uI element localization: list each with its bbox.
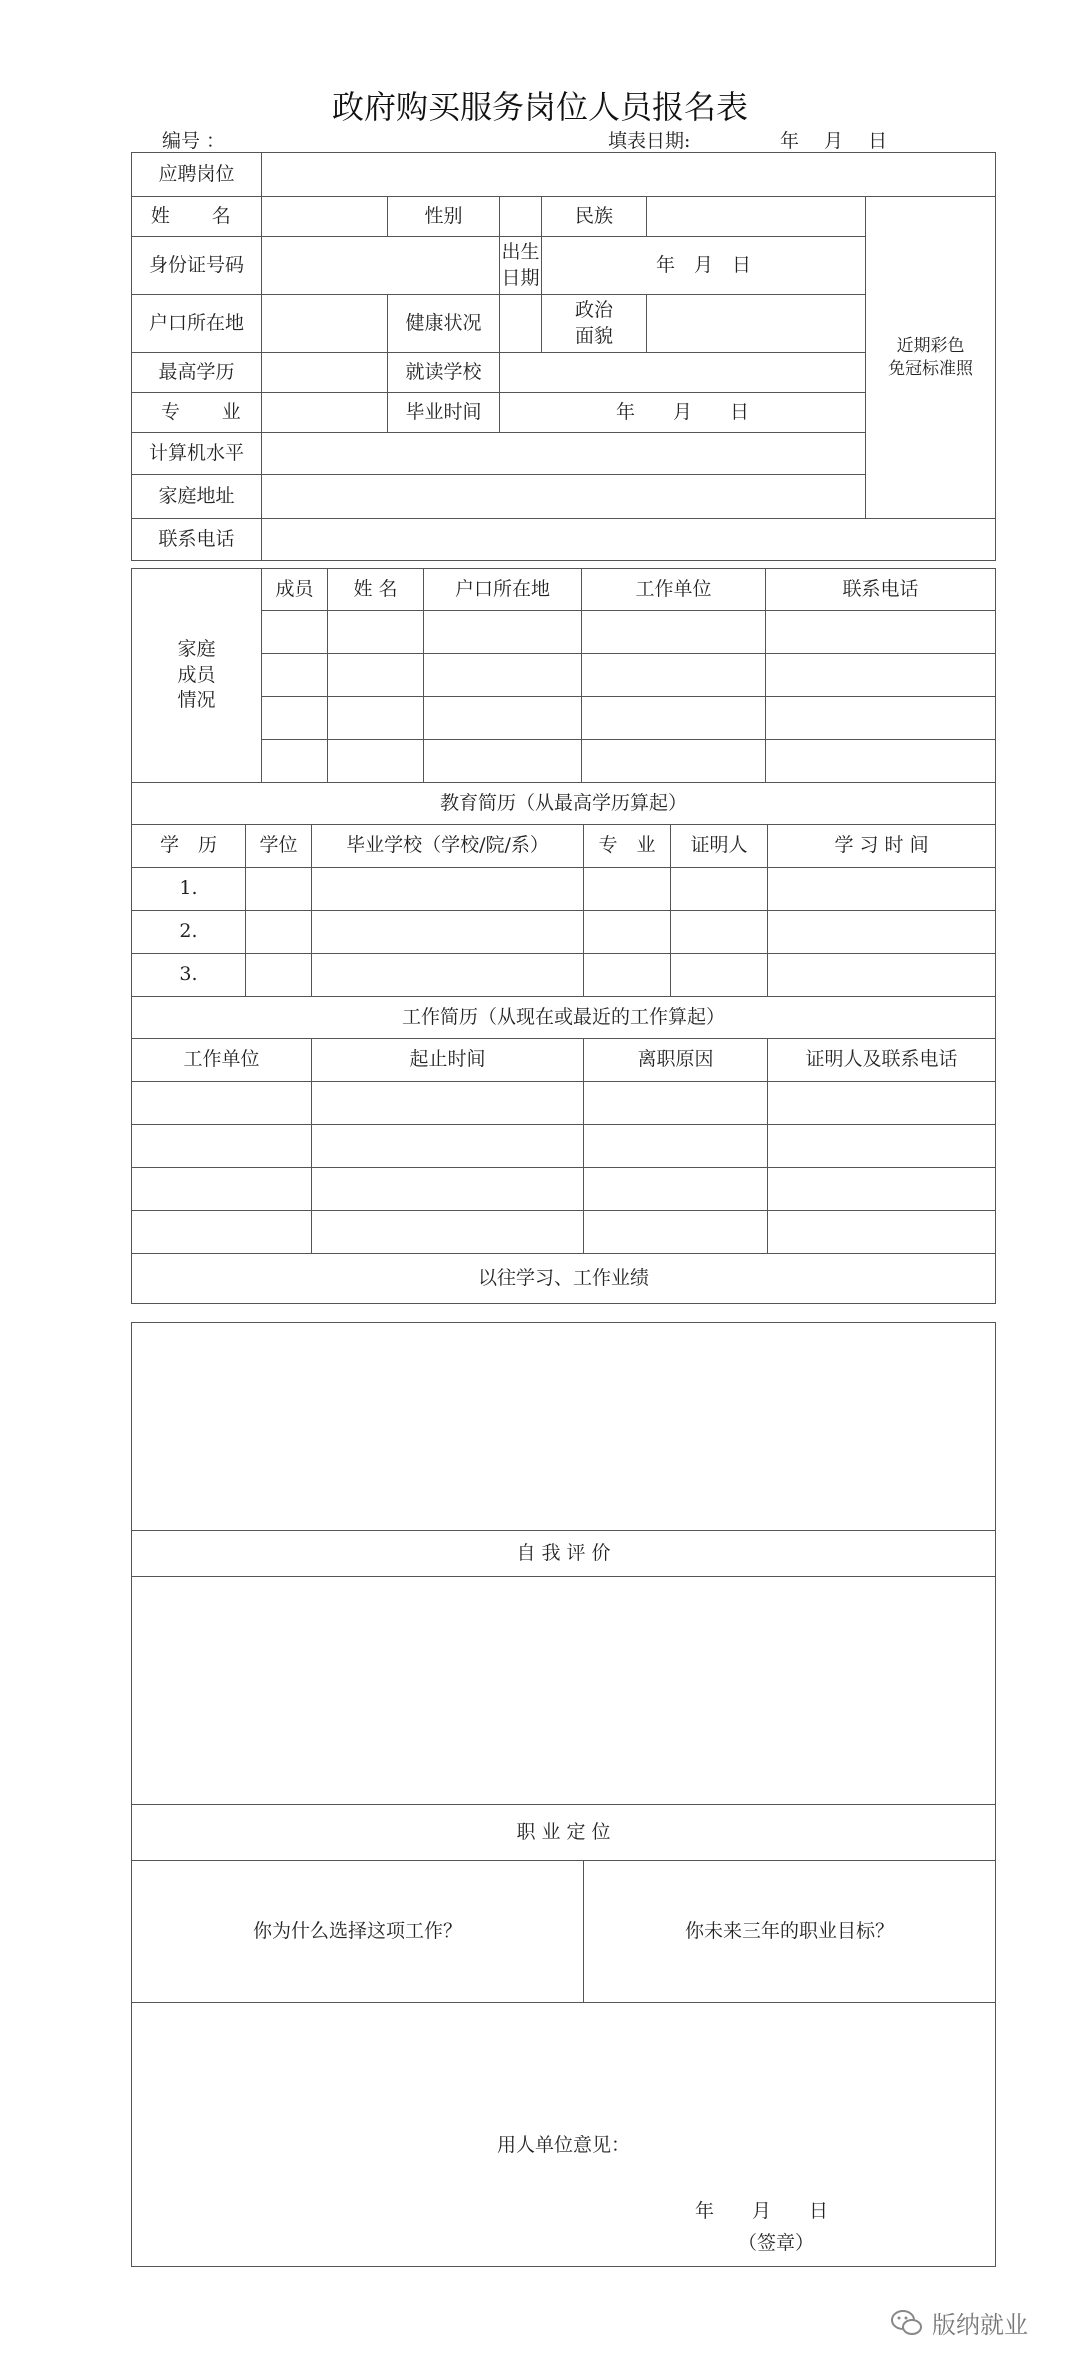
computer-label: 计算机水平: [132, 433, 262, 475]
birth-label: 出生 日期: [500, 237, 542, 295]
family-row: [132, 611, 996, 654]
edu-col-period: 学 习 时 间: [768, 825, 996, 868]
edu-row: 2.: [132, 911, 996, 954]
family-col-phone: 联系电话: [766, 569, 996, 611]
edu-row: 1.: [132, 868, 996, 911]
ethnicity-label: 民族: [542, 197, 647, 237]
photo-box[interactable]: 近期彩色 免冠标准照: [866, 197, 996, 519]
grad-time-label: 毕业时间: [388, 393, 500, 433]
work-row: [132, 1082, 996, 1125]
achievements-heading: 以往学习、工作业绩: [132, 1254, 996, 1304]
id-number-field[interactable]: [262, 237, 500, 295]
family-table: [131, 568, 996, 783]
hukou-field[interactable]: [262, 295, 388, 353]
position-label: 应聘岗位: [132, 153, 262, 197]
phone-field[interactable]: [262, 519, 996, 561]
school-field[interactable]: [500, 353, 866, 393]
family-col-employer: 工作单位: [582, 569, 766, 611]
career-q2-field[interactable]: 你未来三年的职业目标？: [584, 1861, 996, 2003]
school-label: 就读学校: [388, 353, 500, 393]
family-col-name: 姓 名: [328, 569, 424, 611]
form-title: 政府购买服务岗位人员报名表: [331, 88, 748, 126]
address-field[interactable]: [262, 475, 996, 519]
work-col-employer: 工作单位: [132, 1039, 312, 1082]
gender-label: 性别: [388, 197, 500, 237]
health-label: 健康状况: [388, 295, 500, 353]
fill-date-value: 年 月 日: [780, 130, 888, 152]
career-q1-field[interactable]: 你为什么选择这项工作？: [132, 1861, 584, 2003]
education-history-table: [131, 782, 996, 997]
edu-col-major: 专 业: [584, 825, 671, 868]
work-history-table: [131, 996, 996, 1304]
family-col-member: 成员: [262, 569, 328, 611]
page-two-table: [131, 1322, 996, 2267]
politics-label: 政治 面貌: [542, 295, 647, 353]
edu-col-school: 毕业学校（学校/院/系）: [312, 825, 584, 868]
name-field[interactable]: [262, 197, 388, 237]
hukou-label: 户口所在地: [132, 295, 262, 353]
watermark: [890, 2305, 1028, 2340]
edu-col-degree-level: 学 历: [132, 825, 246, 868]
family-row: [132, 740, 996, 783]
fill-date-label: 填表日期:: [608, 130, 691, 152]
birth-date-field[interactable]: 年 月 日: [542, 237, 866, 295]
health-field[interactable]: [500, 295, 542, 353]
self-eval-heading: 自 我 评 价: [132, 1531, 996, 1577]
employer-seal: （签章）: [738, 2232, 815, 2254]
watermark-text: 版纳就业: [932, 2311, 1028, 2339]
computer-field[interactable]: [262, 433, 866, 475]
career-heading: 职 业 定 位: [132, 1805, 996, 1861]
address-label: 家庭地址: [132, 475, 262, 519]
work-col-reason: 离职原因: [584, 1039, 768, 1082]
work-col-period: 起止时间: [312, 1039, 584, 1082]
politics-field[interactable]: [647, 295, 866, 353]
name-label: 姓 名: [132, 197, 262, 237]
registration-table: [131, 152, 996, 561]
edu-col-reference: 证明人: [671, 825, 768, 868]
family-row: [132, 654, 996, 697]
work-row: [132, 1125, 996, 1168]
achievements-field[interactable]: [132, 1323, 996, 1531]
work-row: [132, 1211, 996, 1254]
serial-label: 编号 ：: [162, 130, 226, 152]
education-field[interactable]: [262, 353, 388, 393]
id-number-label: 身份证号码: [132, 237, 262, 295]
wechat-icon: [890, 2308, 924, 2338]
work-history-title: 工作简历（从现在或最近的工作算起）: [132, 997, 996, 1039]
ethnicity-field[interactable]: [647, 197, 866, 237]
major-label: 专 业: [132, 393, 262, 433]
employer-opinion-label: 用人单位意见：: [496, 2133, 630, 2156]
grad-time-field[interactable]: 年 月 日: [500, 393, 866, 433]
family-row: [132, 697, 996, 740]
gender-field[interactable]: [500, 197, 542, 237]
self-eval-field[interactable]: [132, 1577, 996, 1805]
education-label: 最高学历: [132, 353, 262, 393]
edu-row: 3.: [132, 954, 996, 997]
employer-date: 年 月 日: [695, 2200, 829, 2222]
education-history-title: 教育简历（从最高学历算起）: [132, 783, 996, 825]
family-col-hukou: 户口所在地: [424, 569, 582, 611]
edu-col-degree: 学位: [246, 825, 312, 868]
work-col-reference: 证明人及联系电话: [768, 1039, 996, 1082]
employer-opinion-field[interactable]: [132, 2003, 996, 2267]
phone-label: 联系电话: [132, 519, 262, 561]
work-row: [132, 1168, 996, 1211]
position-field[interactable]: [262, 153, 996, 197]
major-field[interactable]: [262, 393, 388, 433]
family-label: 家庭 成员 情况: [132, 569, 262, 783]
